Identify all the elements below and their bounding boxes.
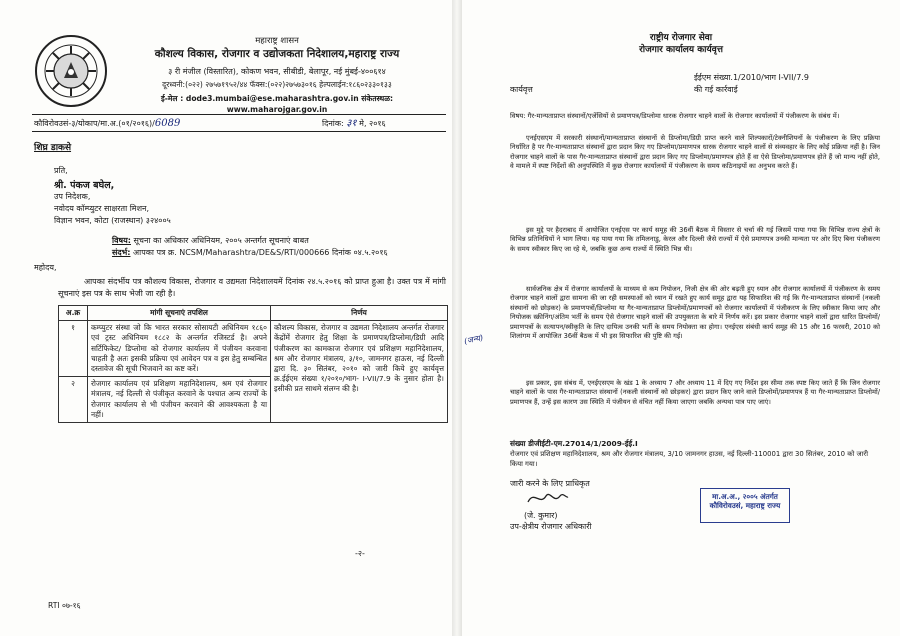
eem-number: ईईएम संख्या.1/2010/भाग I-VII/7.9 [694, 73, 809, 82]
page-marker: -२- [355, 549, 365, 558]
date-rest: मे, २०१६ [356, 119, 386, 128]
employment-minutes-page [462, 0, 900, 636]
margin-handwritten-note: (जन्य) [463, 333, 484, 346]
stamp-line-1: मा.अ.अ., २००५ अंतर्गत [712, 492, 778, 501]
rti-info-table [58, 305, 448, 423]
minutes-subtitle: रोजगार कार्यालय कार्यवृत्त [639, 45, 723, 55]
letterhead-govt: महाराष्ट्र शासन [255, 36, 299, 46]
subject-label: विषय: [112, 236, 131, 245]
letter-date [322, 118, 447, 129]
rti-office-stamp [700, 488, 790, 523]
recipient-address: विज्ञान भवन, कोटा (राजस्थान) ३२४००५ [54, 216, 171, 225]
letterhead-email: ई-मेल : dode3.mumbai@ese.maharashtra.gov.in संकेतस्थळ: www.maharojgar.gov.in [160, 94, 394, 114]
directorate-seal-logo [34, 34, 108, 108]
action-taken-label: की गई कार्रवाई [694, 85, 738, 94]
row-number: २ [59, 377, 88, 423]
minutes-para-1: एनईएसएम में सरकारी संस्थानों/मान्यताप्राप्त संस्थानों से डिप्लोमा/डिग्री प्राप्त करने वाले शिल्पकारों/टेक्नीशियनों के पंजीकरण के लिए प्रक्रिया निर्धारित है पर गैर-मान्यताप्राप्त संस्थानों द्वारा प्रदान किए गए डिप्लोमा/प्रमाणपत्र धारक रोजगार चाहने वालों से संव्यवहार के लिए कोई प्रक्रिया नहीं है। जिन रोजगार चाहने वालों के पास गैर-मान्यताप्राप्त संस्थानों द्वारा प्रदान किए गए डिप्लोमा/प्रमाणपत्र होते हैं वा ऐसे डिप्लोमा/प्रमाणपत्र होते हैं जो मान्य नहीं होते, वे मामले में स्पष्ट निर्देशों की अनुपस्थिति में कुछ रोजगार कार्यालयों में पंजीकरण के समय कठिनाइयों का अनुभव करते हैं। [510, 134, 880, 171]
minutes-para-3: सार्वजनिक क्षेत्र में रोजगार कार्यालयों के माध्यम से कम नियोजन, निजी क्षेत्र की ओर बढ़ती हुए ध्यान और रोजगार कार्यालयों में पंजीकरण के समय रोजगार चाहने वालों द्वारा सामना की जा रही समस्याओं को ध्यान में रखते हुए कार्य समूह द्वारा यह सिफारिश की गई कि गैर-मान्यताप्राप्त संस्थानों (नकली संस्थानों को छोड़कर) के प्रमाणपत्रों/डिप्लोमा या गैर-मान्यताप्राप्त डिप्लोमों/प्रमाणपत्रों को रोजगार कार्यालयों में पंजीकरण के लिए स्वीकार किया जाए और नियोजक स्क्रीनिंग/अंतिम भर्ती के समय ऐसे रोजगार चाहने वालों की उपयुक्तता के बारे में निर्णय करें। इस प्रकार रोजगार चाहने वालों द्वारा धारित डिप्लोमों/प्रमाणपत्रों के सत्यापन/स्वीकृति के लिए दायित्व उनकी भर्ती के समय नियोक्ता का होगा। एनईएस संबंधी कार्य समूह की 15 और 16 फरवरी, 2010 को शिलांगम में आयोजित 36वीं बैठक में भी इस सिफारिश की पुष्टि की गई। [510, 285, 880, 341]
letterhead-rule [32, 114, 446, 115]
reference-text: आपका पत्र क्र. NCSM/Maharashtra/DE&S/RTI/000666 दिनांक ०४.५.२०१६ [130, 248, 388, 257]
letterhead-phone: दूरध्वनी:(०२२) २७५७१९५२/४४ फॅक्स:(०२२)२७५७३०१६ हेल्पलाईन:१८६०२३३०१३३ [162, 80, 392, 89]
letterhead-dept-name: कौशल्य विकास, रोजगार व उद्योजकता निदेशालय,महाराष्ट्र राज्य [154, 48, 400, 60]
minutes-subject: विषय: गैर-मान्यताप्राप्त संस्थानों/एजेंसियों से प्रमाणपत्र/डिप्लोमा धारक रोजगार चाहने वालों के रोजगार कार्यालयों में पंजीकरण के संबंध में। [510, 112, 840, 120]
minutes-title: राष्ट्रीय रोजगार सेवा [649, 33, 713, 43]
col-header-decision: निर्णय [271, 306, 448, 321]
subject-line [112, 235, 447, 246]
salutation: महोदय, [34, 263, 57, 272]
row-decision: कौशल्य विकास, रोजगार व उद्यमता निदेशालय अन्तर्गत रोजगार केंद्रोंमें रोजगार हेतु शिक्षा के प्रमाणपत्र/डिप्लोमा/डिग्री आदि पंजीकरण का कामकाज रोजगार एवं प्रशिक्षण महानिदेशालय, श्रम और रोजगार मंत्रालय, ३/१०, जामनगर हाऊस, नई दिल्ली द्वारा दि. ३० सितंबर, २०१० को जारी किये हुए कार्यवृत्त क्र.ईईएम संख्या १/२०१०/भाग- I-VII/7.9 के नुसार होता है। इसीकी प्रत साथमे संलग्न की है। [271, 321, 448, 423]
letter-body: आपका संदर्भीय पत्र कौशल्य विकास, रोजगार व उद्यमता निदेशालयमें दिनांक २४.५.२०१६ को प्राप्त हुआ है। उक्त पत्र में मांगी सूचनाएं इस पत्र के साथ भेजी जा रही है। [58, 277, 446, 298]
subject-text: सूचना का अधिकार अधिनियम, २००५ अन्तर्गत सूचनाएं बाबत [130, 236, 309, 245]
recipient-org: नवोदय कॉम्प्युटर साक्षरता मिशन, [54, 204, 149, 213]
signature-mark [526, 488, 570, 508]
reference-number [34, 118, 284, 129]
signatory-title: उप-क्षेत्रीय रोजगार अधिकारी [510, 522, 592, 531]
reference-rule [32, 131, 446, 132]
page-fold [452, 0, 462, 636]
col-header-info: मांगी सूचनाएं तपशिल [88, 306, 271, 321]
table-row [59, 321, 448, 377]
footer-code: RTI ०७-१६ [48, 601, 81, 610]
date-label: दिनांक: [322, 119, 347, 128]
recipient-title: उप निदेशक, [54, 192, 91, 201]
reference-line [112, 247, 447, 258]
row-info: रोजगार कार्यालय एवं प्रशिक्षण महानिदेशालय, श्रम एवं रोजगार मंत्रालय, नई दिल्ली से पंजीकृत करवाने के पश्चात अन्य राज्यों के रोजगार कार्यालय से भी पंजीयन करवाने की आवश्यकता है या नहीं। [88, 377, 271, 423]
row-info: कम्प्युटर संस्था जो कि भारत सरकार सोसायटी अधिनियम १८६० एवं ट्रस्ट अधिनियम १८८२ के अन्तर्गत रजिस्टर्ड है। अपने सर्टिफिकेट/ डिप्लोमा को रोजगार कार्यालय में पंजीयन करवाना चाहती है अतः इसकी प्रक्रिया एवं आवेदन पत्र व इस हेतु सम्बन्धित दस्तावेज की सूची भिजवाने का कष्ट करें। [88, 321, 271, 377]
col-header-sr-no: अ.क्र [59, 306, 88, 321]
minutes-para-2: इस मुद्दे पर हैदराबाद में आयोजित एनईएस पर कार्य समूह की 36वीं बैठक में विस्तार से चर्चा की गई जिसमें पाया गया कि विभिन्न राज्य क्षेत्रों के विभिन्न प्रतिनिधियों ने भाग लिया। यह पाया गया कि तमिलनाडु, केरल और दिल्ली जैसे राज्यों में ऐसे प्रमाणपत्र उनकी मान्यता पर ओर दिए बिना पंजीकरण के समय स्वीकार किए जा रहे थे, जबकि कुछ अन्य राज्यों में स्थिति भिन्न थी। [510, 226, 880, 253]
issued-by: रोजगार एवं प्रशिक्षण महानिदेशालय, श्रम और रोजगार मंत्रालय, 3/10 जामनगर हाउस, नई दिल्ली-110001 द्वारा 30 सितंबर, 2010 को जारी किया गया। [510, 450, 869, 468]
date-handwritten: ३१ [346, 118, 357, 129]
signatory-name: (जे. कुमार) [524, 511, 558, 520]
minutes-para-4: इस प्रकार, इस संबंध में, एनईएसएम के खंड 1 के अध्याय 7 और अध्याय 11 में दिए गए निर्देश इस सीमा तक स्पष्ट किए जाते हैं कि जिन रोजगार चाहने वालों के पास गैर-मान्यताप्राप्त संस्थानों (नकली संस्थानों को छोड़कर) द्वारा प्रदान किए जाने वाले डिप्लोमों/प्रमाणपत्र हैं या गैर-मान्यताप्राप्त डिप्लोमों/प्रमाणपत्र हैं, उन्हें इस कारण उस स्थिति में पंजीयन से वंचित नहीं किया जाएगा जबकि अन्यथा पात्र पाए जाएं। [510, 379, 880, 406]
reference-label: संदर्भ: [112, 248, 131, 257]
ref-number-handwritten: 6089 [154, 118, 181, 129]
order-number: संख्या डीजीईटी-एम.27014/1/2009-ईई.I [510, 439, 638, 448]
to-label: प्रति, [54, 166, 68, 175]
approval-line: जारी करने के लिए प्राधिकृत [510, 479, 590, 488]
minutes-label: कार्यवृत्त [510, 85, 533, 94]
table-header-row [59, 306, 448, 321]
stamp-line-2: कौविरोवउसं, महाराष्ट्र राज्य [709, 501, 781, 510]
dispatch-mode: शिघ्र डाकसे [34, 143, 72, 153]
row-number: १ [59, 321, 88, 377]
ref-number-printed: कौविरोवउसं-३/योकाप/मा.अ.(०१/२०१६)/ [34, 119, 155, 128]
letterhead-address: ३ री मंजील (विस्तारित), कोकण भवन, सीबीडी, बेलापूर, नई मुंबई-४००६१४ [168, 67, 386, 76]
recipient-name: श्री. पंकज बघेल, [54, 180, 115, 191]
